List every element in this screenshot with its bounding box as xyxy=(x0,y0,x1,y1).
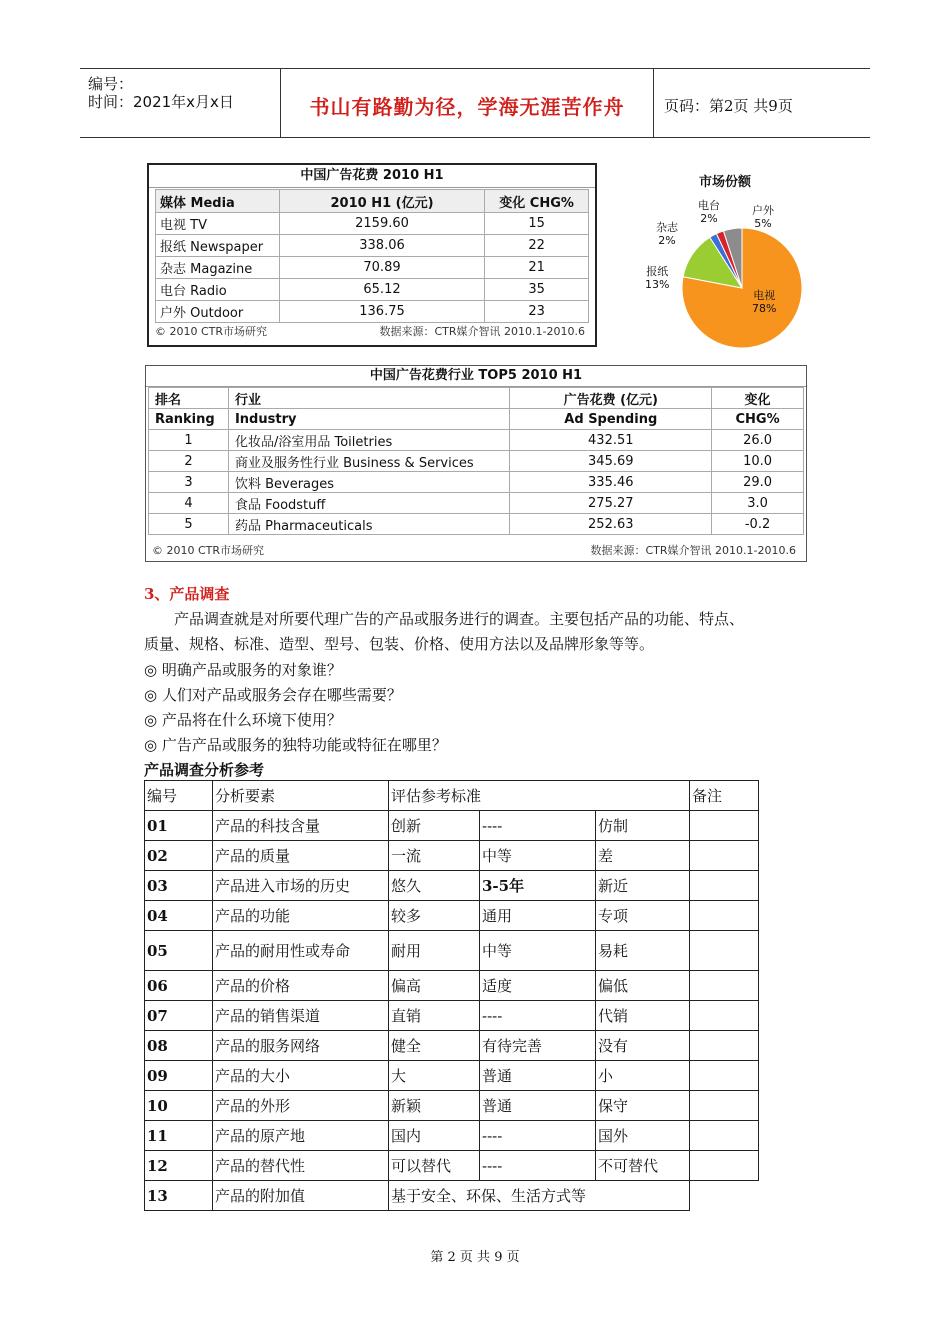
page-header xyxy=(80,68,870,138)
copyright: © 2010 CTR市场研究 xyxy=(155,325,268,338)
criterion-mid: 中等 xyxy=(480,841,596,871)
row-number: 07 xyxy=(145,1001,213,1031)
media-cell: 电视 TV xyxy=(156,213,280,235)
table-row xyxy=(145,1121,759,1151)
row-number: 11 xyxy=(145,1121,213,1151)
remark-cell xyxy=(690,1091,759,1121)
table2-header-row xyxy=(149,409,804,430)
table-row xyxy=(156,235,589,257)
industry-cell: 饮料 Beverages xyxy=(228,472,510,493)
table2-header: Ad Spending xyxy=(510,409,712,430)
row-number: 03 xyxy=(145,871,213,901)
table-row xyxy=(145,811,759,841)
header-page-cell xyxy=(654,69,870,137)
data-source: 数据来源：CTR媒介智讯 2010.1-2010.6 xyxy=(590,544,796,557)
ad-spend-media-table xyxy=(147,163,597,347)
row-number: 01 xyxy=(145,811,213,841)
row-number: 06 xyxy=(145,971,213,1001)
criterion-low: 国外 xyxy=(596,1121,690,1151)
table1-footer xyxy=(155,323,589,339)
industry-cell: 食品 Foodstuff xyxy=(228,493,510,514)
rank-cell: 3 xyxy=(149,472,229,493)
row-number: 09 xyxy=(145,1061,213,1091)
factor-cell: 产品的大小 xyxy=(213,1061,389,1091)
spend-cell: 65.12 xyxy=(279,279,484,301)
criterion-low: 仿制 xyxy=(596,811,690,841)
industry-cell: 药品 Pharmaceuticals xyxy=(228,514,510,535)
header-meta-cell xyxy=(80,69,281,137)
factor-cell: 产品的科技含量 xyxy=(213,811,389,841)
motto: 书山有路勤为径，学海无涯苦作舟 xyxy=(309,95,625,119)
table1-header-row xyxy=(156,190,589,213)
section-paragraph-line: 质量、规格、标准、造型、型号、包装、价格、使用方法以及品牌形象等等。 xyxy=(144,635,655,653)
pie-label-outdoor: 户外 5% xyxy=(752,204,774,230)
criterion-low: 不可替代 xyxy=(596,1151,690,1181)
criterion-high: 创新 xyxy=(389,811,480,841)
pie-label-tv: 电视 78% xyxy=(752,289,777,315)
media-cell: 户外 Outdoor xyxy=(156,301,280,323)
criterion-low: 没有 xyxy=(596,1031,690,1061)
criterion-low: 差 xyxy=(596,841,690,871)
table-row xyxy=(156,279,589,301)
criterion-high: 可以替代 xyxy=(389,1151,480,1181)
spend-cell: 70.89 xyxy=(279,257,484,279)
factor-cell: 产品的替代性 xyxy=(213,1151,389,1181)
table2-footer xyxy=(152,542,798,558)
factor-cell: 产品的销售渠道 xyxy=(213,1001,389,1031)
remark-cell xyxy=(690,971,759,1001)
criterion-low: 易耗 xyxy=(596,931,690,971)
criterion-mid: 通用 xyxy=(480,901,596,931)
market-share-pie xyxy=(640,190,850,350)
table2-title: 中国广告花费行业 TOP5 2010 H1 xyxy=(146,366,806,387)
date-line: 时间：2021年x月x日 xyxy=(88,93,234,111)
factor-cell: 产品的外形 xyxy=(213,1091,389,1121)
table-row xyxy=(149,451,804,472)
criterion-mid: ---- xyxy=(480,1151,596,1181)
rank-cell: 1 xyxy=(149,430,229,451)
criterion-high: 新颖 xyxy=(389,1091,480,1121)
table-row xyxy=(156,301,589,323)
factor-cell: 产品进入市场的历史 xyxy=(213,871,389,901)
criterion-low: 偏低 xyxy=(596,971,690,1001)
remark-cell xyxy=(690,1121,759,1151)
question-item: ◎ 人们对产品或服务会存在哪些需要？ xyxy=(144,686,402,704)
remark-cell xyxy=(690,901,759,931)
table2-header: 排名 xyxy=(149,388,229,409)
table-row xyxy=(145,1001,759,1031)
criterion-mid: 适度 xyxy=(480,971,596,1001)
table-row xyxy=(149,430,804,451)
top5-industry-table xyxy=(145,365,807,562)
table3-header: 编号 xyxy=(145,781,213,811)
criterion-mid: 3-5年 xyxy=(480,871,596,901)
factor-cell: 产品的耐用性或寿命 xyxy=(213,931,389,971)
spend-cell: 275.27 xyxy=(510,493,712,514)
table-row xyxy=(145,1091,759,1121)
table-row xyxy=(149,472,804,493)
header-motto-cell xyxy=(281,69,654,137)
table1-header: 变化 CHG% xyxy=(485,190,589,213)
remark-cell xyxy=(690,1001,759,1031)
pie-label-newspaper: 报纸 13% xyxy=(645,265,670,291)
table1-title: 中国广告花费 2010 H1 xyxy=(149,165,595,188)
doc-number-label: 编号： xyxy=(88,75,134,93)
page-footer: 第 2 页 共 9 页 xyxy=(430,1250,520,1265)
chg-cell: 15 xyxy=(485,213,589,235)
criterion-high: 直销 xyxy=(389,1001,480,1031)
table-row xyxy=(145,931,759,971)
table-row xyxy=(145,901,759,931)
criterion-mid: 有待完善 xyxy=(480,1031,596,1061)
table3-header: 备注 xyxy=(690,781,759,811)
remark-cell xyxy=(690,871,759,901)
table1-grid xyxy=(155,189,589,323)
chg-cell: -0.2 xyxy=(712,514,804,535)
remark-cell xyxy=(690,841,759,871)
criterion-high: 国内 xyxy=(389,1121,480,1151)
factor-cell: 产品的质量 xyxy=(213,841,389,871)
criterion-mid: 普通 xyxy=(480,1061,596,1091)
spend-cell: 252.63 xyxy=(510,514,712,535)
table-row xyxy=(145,971,759,1001)
table2-header: CHG% xyxy=(712,409,804,430)
remark-cell xyxy=(690,811,759,841)
question-item: ◎ 产品将在什么环境下使用？ xyxy=(144,711,342,729)
row-number: 04 xyxy=(145,901,213,931)
table-row xyxy=(145,1181,759,1211)
row-number: 02 xyxy=(145,841,213,871)
factor-cell: 产品的服务网络 xyxy=(213,1031,389,1061)
criterion-mid: ---- xyxy=(480,1001,596,1031)
remark-cell xyxy=(690,931,759,971)
pie-label-magazine: 杂志 2% xyxy=(656,221,678,247)
industry-cell: 商业及服务性行业 Business & Services xyxy=(228,451,510,472)
chg-cell: 3.0 xyxy=(712,493,804,514)
factor-cell: 产品的价格 xyxy=(213,971,389,1001)
table1-header: 2010 H1 (亿元) xyxy=(279,190,484,213)
criterion-mid: ---- xyxy=(480,811,596,841)
criterion-high: 健全 xyxy=(389,1031,480,1061)
criterion-high: 偏高 xyxy=(389,971,480,1001)
remark-cell xyxy=(690,1031,759,1061)
chg-cell: 23 xyxy=(485,301,589,323)
table2-grid xyxy=(148,387,804,535)
table-row xyxy=(145,841,759,871)
spend-cell: 345.69 xyxy=(510,451,712,472)
remark-cell xyxy=(690,1151,759,1181)
remark-cell xyxy=(690,1061,759,1091)
table2-header: Industry xyxy=(228,409,510,430)
table3-header: 分析要素 xyxy=(213,781,389,811)
table-row xyxy=(145,871,759,901)
criterion-high: 悠久 xyxy=(389,871,480,901)
industry-cell: 化妆品/浴室用品 Toiletries xyxy=(228,430,510,451)
table2-header: 广告花费 (亿元) xyxy=(510,388,712,409)
spend-cell: 338.06 xyxy=(279,235,484,257)
pie-title: 市场份额 xyxy=(699,175,752,190)
rank-cell: 5 xyxy=(149,514,229,535)
chg-cell: 35 xyxy=(485,279,589,301)
table2-header: 行业 xyxy=(228,388,510,409)
table-caption: 产品调查分析参考 xyxy=(144,761,265,779)
product-analysis-table xyxy=(144,780,759,1211)
rank-cell: 4 xyxy=(149,493,229,514)
criterion-high: 耐用 xyxy=(389,931,480,971)
media-cell: 报纸 Newspaper xyxy=(156,235,280,257)
media-cell: 杂志 Magazine xyxy=(156,257,280,279)
row-number: 10 xyxy=(145,1091,213,1121)
spend-cell: 136.75 xyxy=(279,301,484,323)
data-source: 数据来源：CTR媒介智讯 2010.1-2010.6 xyxy=(379,325,585,338)
criterion-mid: 普通 xyxy=(480,1091,596,1121)
criterion-high: 较多 xyxy=(389,901,480,931)
spend-cell: 335.46 xyxy=(510,472,712,493)
section-paragraph-line: 产品调查就是对所要代理广告的产品或服务进行的调查。主要包括产品的功能、特点、 xyxy=(174,610,745,628)
factor-cell: 产品的功能 xyxy=(213,901,389,931)
criterion-low: 专项 xyxy=(596,901,690,931)
criterion-high: 大 xyxy=(389,1061,480,1091)
chg-cell: 26.0 xyxy=(712,430,804,451)
table-row xyxy=(145,1031,759,1061)
table2-header: 变化 xyxy=(712,388,804,409)
table1-header: 媒体 Media xyxy=(156,190,280,213)
criterion-low: 小 xyxy=(596,1061,690,1091)
chg-cell: 29.0 xyxy=(712,472,804,493)
table-row xyxy=(145,1151,759,1181)
spend-cell: 2159.60 xyxy=(279,213,484,235)
table2-header: Ranking xyxy=(149,409,229,430)
section-title: 3、产品调查 xyxy=(144,585,230,603)
criterion-low: 保守 xyxy=(596,1091,690,1121)
table-row xyxy=(149,493,804,514)
table3-header: 评估参考标准 xyxy=(389,781,690,811)
criterion-low: 新近 xyxy=(596,871,690,901)
criterion-mid: ---- xyxy=(480,1121,596,1151)
criterion-high: 一流 xyxy=(389,841,480,871)
chg-cell: 21 xyxy=(485,257,589,279)
row-number: 12 xyxy=(145,1151,213,1181)
pie-label-radio: 电台 2% xyxy=(698,199,720,225)
table-row xyxy=(156,257,589,279)
table2-header-row xyxy=(149,388,804,409)
factor-cell: 产品的原产地 xyxy=(213,1121,389,1151)
row-number: 05 xyxy=(145,931,213,971)
table-row xyxy=(149,514,804,535)
media-cell: 电台 Radio xyxy=(156,279,280,301)
chg-cell: 22 xyxy=(485,235,589,257)
table-row xyxy=(156,213,589,235)
criterion-merged: 基于安全、环保、生活方式等 xyxy=(389,1181,690,1211)
table-row xyxy=(145,1061,759,1091)
page-info: 页码：第2页 共9页 xyxy=(664,97,793,115)
row-number: 13 xyxy=(145,1181,213,1211)
row-number: 08 xyxy=(145,1031,213,1061)
question-item: ◎ 广告产品或服务的独特功能或特征在哪里？ xyxy=(144,736,447,754)
copyright: © 2010 CTR市场研究 xyxy=(152,544,265,557)
rank-cell: 2 xyxy=(149,451,229,472)
criterion-mid: 中等 xyxy=(480,931,596,971)
chg-cell: 10.0 xyxy=(712,451,804,472)
spend-cell: 432.51 xyxy=(510,430,712,451)
question-item: ◎ 明确产品或服务的对象谁？ xyxy=(144,661,342,679)
table3-header-row xyxy=(145,781,759,811)
criterion-low: 代销 xyxy=(596,1001,690,1031)
factor-cell: 产品的附加值 xyxy=(213,1181,389,1211)
